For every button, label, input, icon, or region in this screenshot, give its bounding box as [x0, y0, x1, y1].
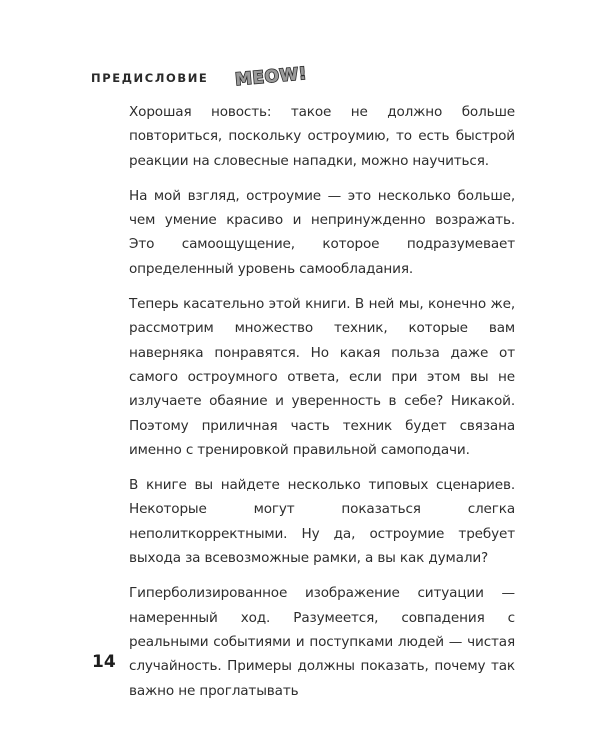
section-title: ПРЕДИСЛОВИЕ: [91, 71, 209, 85]
paragraph: Гиперболизированное изображение ситуации — намеренный ход. Разумеется, совпадения с реальными событиями и поступками людей — чистая случайность. Примеры должны показать, почему так важно не проглатывать: [129, 585, 515, 699]
page-number: 14: [92, 652, 116, 672]
paragraph: На мой взгляд, остроумие — это несколько больше, чем умение красиво и непринужденно возражать. Это самоощущение, которое подразумевает определенный уровень самообладания.: [129, 187, 515, 277]
main-text: [129, 100, 515, 714]
meow-logo: [234, 62, 308, 90]
paragraph: Теперь касательно этой книги. В ней мы, конечно же, рассмотрим множество техник, которые вам наверняка понравятся. Но какая польза даже от самого остроумного ответа, если при этом вы не излучаете обаяние и уверенность в себе? Никакой. Поэтому приличная часть техник будет связана именно с тренировкой правильной самоподачи.: [129, 296, 515, 458]
paragraph: В книге вы найдете несколько типовых сценариев. Некоторые могут показаться слегка неполиткорректными. Ну да, остроумие требует выхода за всевозможные рамки, а вы как думали?: [129, 477, 515, 567]
running-header: [91, 63, 309, 90]
meow-logo-text: MEOW!: [234, 63, 309, 90]
paragraph: Хорошая новость: такое не должно больше повториться, поскольку остроумию, то есть быстрой реакции на словесные нападки, можно научиться.: [129, 104, 515, 169]
